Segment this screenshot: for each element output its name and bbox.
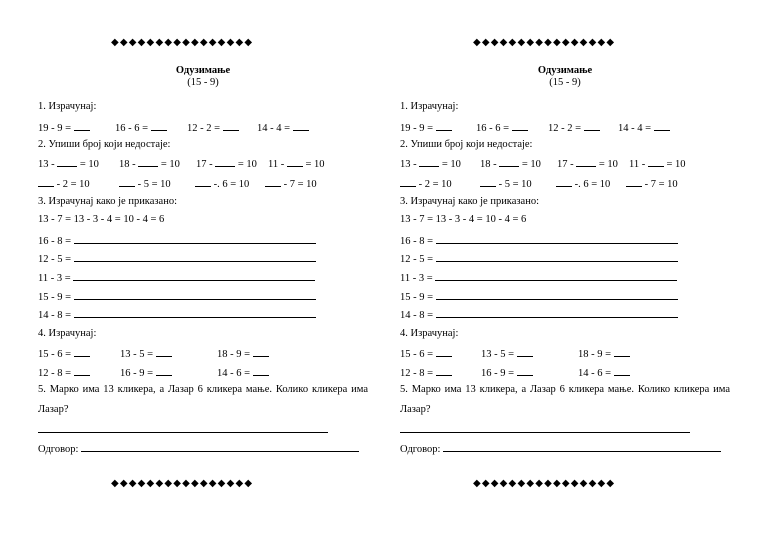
worksheet-title: Одузимање <box>175 65 231 76</box>
task3-item: 15 - 9 = <box>400 290 678 303</box>
task4-item: 14 - 6 = <box>578 366 630 379</box>
answer-work-line <box>38 431 328 433</box>
task2-item: - 7 = 10 <box>265 177 317 190</box>
task2-item: - 5 = 10 <box>119 177 171 190</box>
task4-heading: 4. Израчунај: <box>400 328 459 339</box>
task4-item: 14 - 6 = <box>217 366 269 379</box>
task2-item: 18 - = 10 <box>119 159 180 170</box>
task3-item: 11 - 3 = <box>400 271 677 284</box>
task3-item: 15 - 9 = <box>38 290 316 303</box>
diamond-border-bottom: ◆◆◆◆◆◆◆◆◆◆◆◆◆◆◆◆ <box>473 478 616 489</box>
task4-item: 15 - 6 = <box>38 347 90 360</box>
diamond-border-top: ◆◆◆◆◆◆◆◆◆◆◆◆◆◆◆◆ <box>473 37 616 48</box>
task4-item: 15 - 6 = <box>400 347 452 360</box>
task2-item: 17 - = 10 <box>196 159 257 170</box>
worksheet-title: Одузимање <box>537 65 593 76</box>
task1-heading: 1. Израчунај: <box>400 101 459 112</box>
task3-example: 13 - 7 = 13 - 3 - 4 = 10 - 4 = 6 <box>38 214 165 225</box>
task2-heading: 2. Упиши број који недостаје: <box>400 139 533 150</box>
task1-item: 14 - 4 = <box>618 121 670 134</box>
task2-item: 13 - = 10 <box>38 159 99 170</box>
task2-heading: 2. Упиши број који недостаје: <box>38 139 171 150</box>
task4-item: 13 - 5 = <box>120 347 172 360</box>
task2-item: -. 6 = 10 <box>195 177 249 190</box>
worksheet-subtitle: (15 - 9) <box>187 77 219 88</box>
task1-item: 19 - 9 = <box>38 121 90 134</box>
task5-text: 5. Марко има 13 кликера, а Лазар 6 кликера мање. Колико кликера има Лазар? <box>400 384 730 415</box>
task3-item: 14 - 8 = <box>400 308 678 321</box>
task2-item: 17 - = 10 <box>557 159 618 170</box>
task4-item: 18 - 9 = <box>578 347 630 360</box>
task2-item: - 2 = 10 <box>38 177 90 190</box>
task3-item: 14 - 8 = <box>38 308 316 321</box>
task2-item: - 5 = 10 <box>480 177 532 190</box>
task3-item: 11 - 3 = <box>38 271 315 284</box>
task2-item: -. 6 = 10 <box>556 177 610 190</box>
task4-heading: 4. Израчунај: <box>38 328 97 339</box>
answer-row: Одговор: <box>38 442 359 455</box>
task4-item: 16 - 9 = <box>120 366 172 379</box>
task4-item: 16 - 9 = <box>481 366 533 379</box>
worksheet-right <box>400 0 740 543</box>
task1-heading: 1. Израчунај: <box>38 101 97 112</box>
task2-item: 11 - = 10 <box>629 159 686 170</box>
task5-text: 5. Марко има 13 кликера, а Лазар 6 кликера мање. Колико кликера има Лазар? <box>38 384 368 415</box>
task3-item: 12 - 5 = <box>400 252 678 265</box>
task2-item: - 7 = 10 <box>626 177 678 190</box>
task3-item: 16 - 8 = <box>400 234 678 247</box>
diamond-border-bottom: ◆◆◆◆◆◆◆◆◆◆◆◆◆◆◆◆ <box>111 478 254 489</box>
task3-heading: 3. Израчунај како је приказано: <box>400 196 540 207</box>
task4-item: 12 - 8 = <box>38 366 90 379</box>
task1-item: 12 - 2 = <box>187 121 239 134</box>
task4-item: 18 - 9 = <box>217 347 269 360</box>
worksheet-left <box>38 0 378 543</box>
task4-item: 13 - 5 = <box>481 347 533 360</box>
task1-item: 14 - 4 = <box>257 121 309 134</box>
task3-heading: 3. Израчунај како је приказано: <box>38 196 178 207</box>
task1-item: 16 - 6 = <box>115 121 167 134</box>
task2-item: 13 - = 10 <box>400 159 461 170</box>
task4-item: 12 - 8 = <box>400 366 452 379</box>
task3-example: 13 - 7 = 13 - 3 - 4 = 10 - 4 = 6 <box>400 214 527 225</box>
task1-item: 16 - 6 = <box>476 121 528 134</box>
task3-item: 12 - 5 = <box>38 252 316 265</box>
task3-item: 16 - 8 = <box>38 234 316 247</box>
worksheet-subtitle: (15 - 9) <box>549 77 581 88</box>
diamond-border-top: ◆◆◆◆◆◆◆◆◆◆◆◆◆◆◆◆ <box>111 37 254 48</box>
answer-row: Одговор: <box>400 442 721 455</box>
answer-work-line <box>400 431 690 433</box>
task1-item: 12 - 2 = <box>548 121 600 134</box>
task2-item: - 2 = 10 <box>400 177 452 190</box>
task1-item: 19 - 9 = <box>400 121 452 134</box>
task2-item: 18 - = 10 <box>480 159 541 170</box>
task2-item: 11 - = 10 <box>268 159 325 170</box>
